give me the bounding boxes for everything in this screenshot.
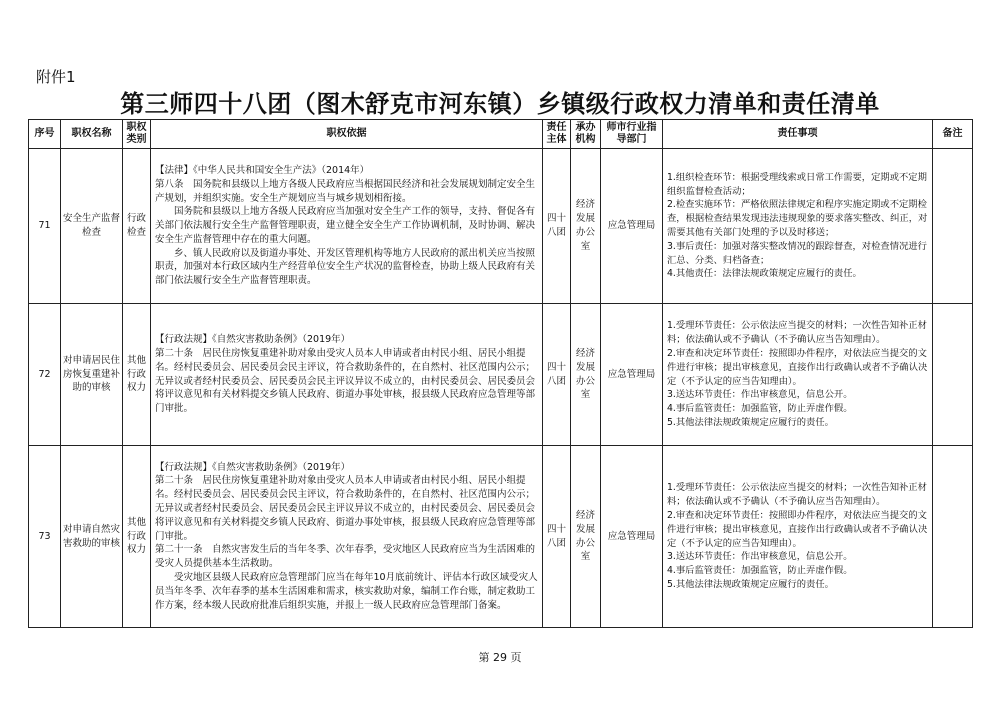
row-duty <box>663 304 933 446</box>
duty-item: 2.审查和决定环节责任：按照即办件程序，对依法应当提交的文件进行审核；提出审核意见，直接作出行政确认或者不予确认决定（不予认定的应当告知理由）。 <box>667 509 928 549</box>
basis-paragraph: 受灾地区县级人民政府应急管理部门应当在每年10月底前统计、评估本行政区域受灾人员当年冬季、次年春季的基本生活困难和需求，核实救助对象，编制工作台账，制定救助工作方案，经本级人民政府批准后组织实施，并报上一级人民政府应急管理部门备案。 <box>155 571 538 611</box>
row-basis <box>151 304 543 446</box>
row-name: 对申请自然灾害救助的审核 <box>61 446 123 628</box>
duty-item: 1.组织检查环节：根据受理线索或日常工作需要，定期或不定期组织监督检查活动； <box>667 171 927 197</box>
duty-item: 5.其他法律法规政策规定应履行的责任。 <box>667 416 834 428</box>
header-org: 承办机构 <box>571 120 601 149</box>
row-note <box>933 149 973 304</box>
header-subject: 责任主体 <box>543 120 571 149</box>
duty-item: 4.事后监管责任：加强监管，防止弄虚作假。 <box>667 565 853 577</box>
basis-paragraph: 第二十条 居民住房恢复重建补助对象由受灾人员本人申请或者由村民小组、居民小组提名。经村民委员会、居民委员会民主评议，符合救助条件的，在自然村、社区范围内公示；无异议或者经村民委员会、居民委员会民主评议异议不成立的，由村民委员会、居民委员会将评议意见和有关材料提交乡镇人民政府、街道办事处审核，报县级人民政府应急管理等部门审批。 <box>155 475 536 542</box>
duty-item: 2.审查和决定环节责任：按照即办件程序，对依法应当提交的文件进行审核；提出审核意见，直接作出行政确认或者不予确认决定（不予认定的应当告知理由）。 <box>667 347 928 387</box>
row-subject: 四十八团 <box>543 149 571 304</box>
row-basis <box>151 149 543 304</box>
basis-paragraph: 第八条 国务院和县级以上地方各级人民政府应当根据国民经济和社会发展规划制定安全生产规划，并组织实施。安全生产规划应当与城乡规划相衔接。 <box>155 178 536 204</box>
attachment-label: 附件1 <box>36 68 76 86</box>
row-duty <box>663 446 933 628</box>
basis-paragraph: 第二十条 居民住房恢复重建补助对象由受灾人员本人申请或者由村民小组、居民小组提名。经村民委员会、居民委员会民主评议，符合救助条件的，在自然村、社区范围内公示；无异议或者经村民委员会、居民委员会民主评议异议不成立的，由村民委员会、居民委员会将评议意见和有关材料提交乡镇人民政府、街道办事处审核，报县级人民政府应急管理等部门审批。 <box>155 347 536 415</box>
duty-item: 5.其他法律法规政策规定应履行的责任。 <box>667 578 834 590</box>
row-no: 71 <box>29 149 61 304</box>
row-dept: 应急管理局 <box>601 304 663 446</box>
basis-paragraph: 【行政法规】《自然灾害救助条例》（2019年） <box>155 461 351 473</box>
row-category: 其他行政权力 <box>123 304 151 446</box>
duty-item: 1.受理环节责任：公示依法应当提交的材料；一次性告知补正材料；依法确认或不予确认（不予确认应当告知理由）。 <box>667 320 927 346</box>
row-dept: 应急管理局 <box>601 446 663 628</box>
table-row <box>29 446 973 628</box>
header-name: 职权名称 <box>61 120 123 149</box>
row-duty <box>663 149 933 304</box>
header-no: 序号 <box>29 120 61 149</box>
basis-paragraph: 【法律】《中华人民共和国安全生产法》（2014年） <box>155 164 370 176</box>
row-basis <box>151 446 543 628</box>
row-note <box>933 446 973 628</box>
basis-paragraph: 国务院和县级以上地方各级人民政府应当加强对安全生产工作的领导，支持、督促各有关部门依法履行安全生产监督管理职责，建立健全安全生产工作协调机制，及时协调、解决安全生产监督管理中存在的重大问题。 <box>155 206 536 245</box>
table-row <box>29 149 973 304</box>
row-subject: 四十八团 <box>543 446 571 628</box>
header-note: 备注 <box>933 120 973 149</box>
row-name: 对申请居民住房恢复重建补助的审核 <box>61 304 123 446</box>
basis-paragraph: 乡、镇人民政府以及街道办事处、开发区管理机构等地方人民政府的派出机关应当按照职责，加强对本行政区域内生产经营单位安全生产状况的监督检查，协助上级人民政府有关部门依法履行安全生产监督管理职责。 <box>155 247 536 287</box>
duty-item: 3.事后责任：加强对落实整改情况的跟踪督查，对检查情况进行汇总、分类、归档备查； <box>667 240 927 266</box>
duty-item: 3.送达环节责任：作出审核意见，信息公开。 <box>667 551 853 563</box>
page-number: 第 29 页 <box>478 651 522 664</box>
header-dept: 师市行业指导部门 <box>601 120 663 149</box>
basis-paragraph: 【行政法规】《自然灾害救助条例》（2019年） <box>155 334 351 346</box>
duty-item: 2.检查实施环节：严格依照法律规定和程序实施定期或不定期检查，根据检查结果发现违法违规现象的要求落实整改、纠正，对需要其他有关部门处理的予以及时移送； <box>667 199 928 238</box>
duty-item: 3.送达环节责任：作出审核意见，信息公开。 <box>667 389 853 401</box>
basis-paragraph: 第二十一条 自然灾害发生后的当年冬季、次年春季，受灾地区人民政府应当为生活困难的受灾人员提供基本生活救助。 <box>155 544 536 570</box>
row-subject: 四十八团 <box>543 304 571 446</box>
row-dept: 应急管理局 <box>601 149 663 304</box>
page-title: 第三师四十八团（图木舒克市河东镇）乡镇级行政权力清单和责任清单 <box>120 89 880 118</box>
header-basis: 职权依据 <box>151 120 543 149</box>
row-category: 行政检查 <box>123 149 151 304</box>
row-org: 经济发展办公室 <box>571 446 601 628</box>
header-duty: 责任事项 <box>663 120 933 149</box>
row-note <box>933 304 973 446</box>
duty-item: 4.其他责任：法律法规政策规定应履行的责任。 <box>667 268 862 280</box>
power-list-table <box>28 119 973 628</box>
table-header-row <box>29 120 973 149</box>
row-org: 经济发展办公室 <box>571 149 601 304</box>
row-no: 73 <box>29 446 61 628</box>
duty-item: 4.事后监管责任：加强监管，防止弄虚作假。 <box>667 403 853 415</box>
table-row <box>29 304 973 446</box>
duty-item: 1.受理环节责任：公示依法应当提交的材料；一次性告知补正材料；依法确认或不予确认（不予确认应当告知理由）。 <box>667 482 927 508</box>
row-category: 其他行政权力 <box>123 446 151 628</box>
row-no: 72 <box>29 304 61 446</box>
header-category: 职权类别 <box>123 120 151 149</box>
row-org: 经济发展办公室 <box>571 304 601 446</box>
row-name: 安全生产监督检查 <box>61 149 123 304</box>
